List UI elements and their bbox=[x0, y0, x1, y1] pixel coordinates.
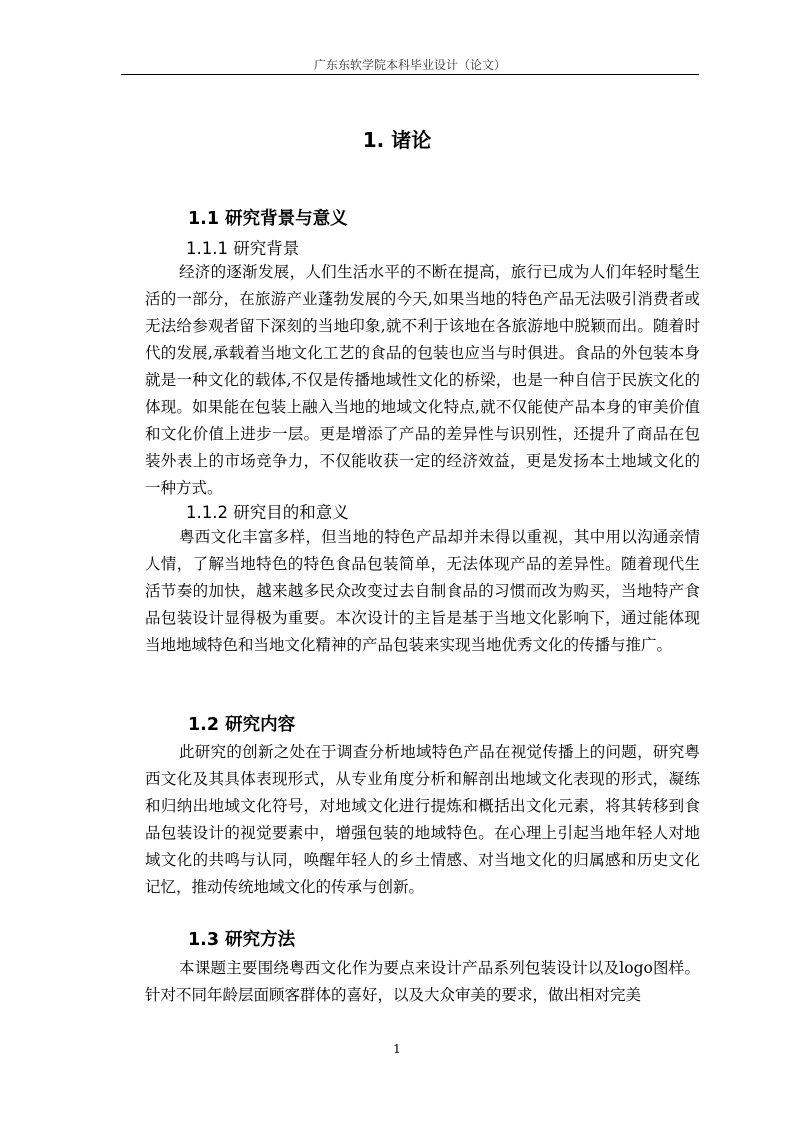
page-number: 1 bbox=[393, 1042, 401, 1056]
paragraph-research-background: 经济的逐渐发展，人们生活水平的不断在提高，旅行已成为人们年轻时髦生活的一部分，在旅游产业蓬勃发展的今天,如果当地的特色产品无法吸引消费者或无法给参观者留下深刻的当地印象,就不利于该地在各旅游地中脱颖而出。随着时代的发展,承载着当地文化工艺的食品的包装也应当与时俱进。食品的外包装本身就是一种文化的载体,不仅是传播地域性文化的桥梁，也是一种自信于民族文化的体现。如果能在包装上融入当地的地域文化特点,就不仅能使产品本身的审美价值和文化价值上进步一层。更是增添了产品的差异性与识别性，还提升了商品在包装外表上的市场竞争力，不仅能收获一定的经济效益，更是发扬本土地域文化的一种方式。 bbox=[145, 263, 700, 497]
section-heading-1-3: 1.3 研究方法 bbox=[188, 930, 296, 950]
section-heading-1-2: 1.2 研究内容 bbox=[188, 715, 296, 735]
chapter-title: 1. 诸论 bbox=[362, 128, 432, 152]
paragraph-research-content: 此研究的创新之处在于调查分析地域特色产品在视觉传播上的问题，研究粤西文化及其具体表现形式，从专业角度分析和解剖出地域文化表现的形式，凝练和归纳出地域文化符号，对地域文化进行提炼和概括出文化元素，将其转移到食品包装设计的视觉要素中，增强包装的地域特色。在心理上引起当地年轻人对地域文化的共鸣与认同，唤醒年轻人的乡土情感、对当地文化的归属感和历史文化记忆，推动传统地域文化的传承与创新。 bbox=[145, 743, 700, 896]
paragraph-purpose-significance: 粤西文化丰富多样，但当地的特色产品却并未得以重视，其中用以沟通亲情人情，了解当地特色的特色食品包装简单，无法体现产品的差异性。随着现代生活节奏的加快，越来越多民众改变过去自制食品的习惯而改为购买，当地特产食品包装设计显得极为重要。本次设计的主旨是基于当地文化影响下，通过能体现当地地域特色和当地文化精神的产品包装来实现当地优秀文化的传播与推广。 bbox=[145, 528, 700, 654]
header-rule bbox=[121, 74, 699, 75]
section-heading-1-1-1: 1.1.1 研究背景 bbox=[186, 239, 300, 258]
paragraph-research-method: 本课题主要围绕粤西文化作为要点来设计产品系列包装设计以及logo图样。针对不同年龄层面顾客群体的喜好，以及大众审美的要求，做出相对完美 bbox=[145, 959, 700, 1004]
page-header: 广东东软学院本科毕业设计（论文） bbox=[313, 58, 506, 72]
section-heading-1-1: 1.1 研究背景与意义 bbox=[188, 209, 348, 229]
section-heading-1-1-2: 1.1.2 研究目的和意义 bbox=[186, 503, 349, 522]
